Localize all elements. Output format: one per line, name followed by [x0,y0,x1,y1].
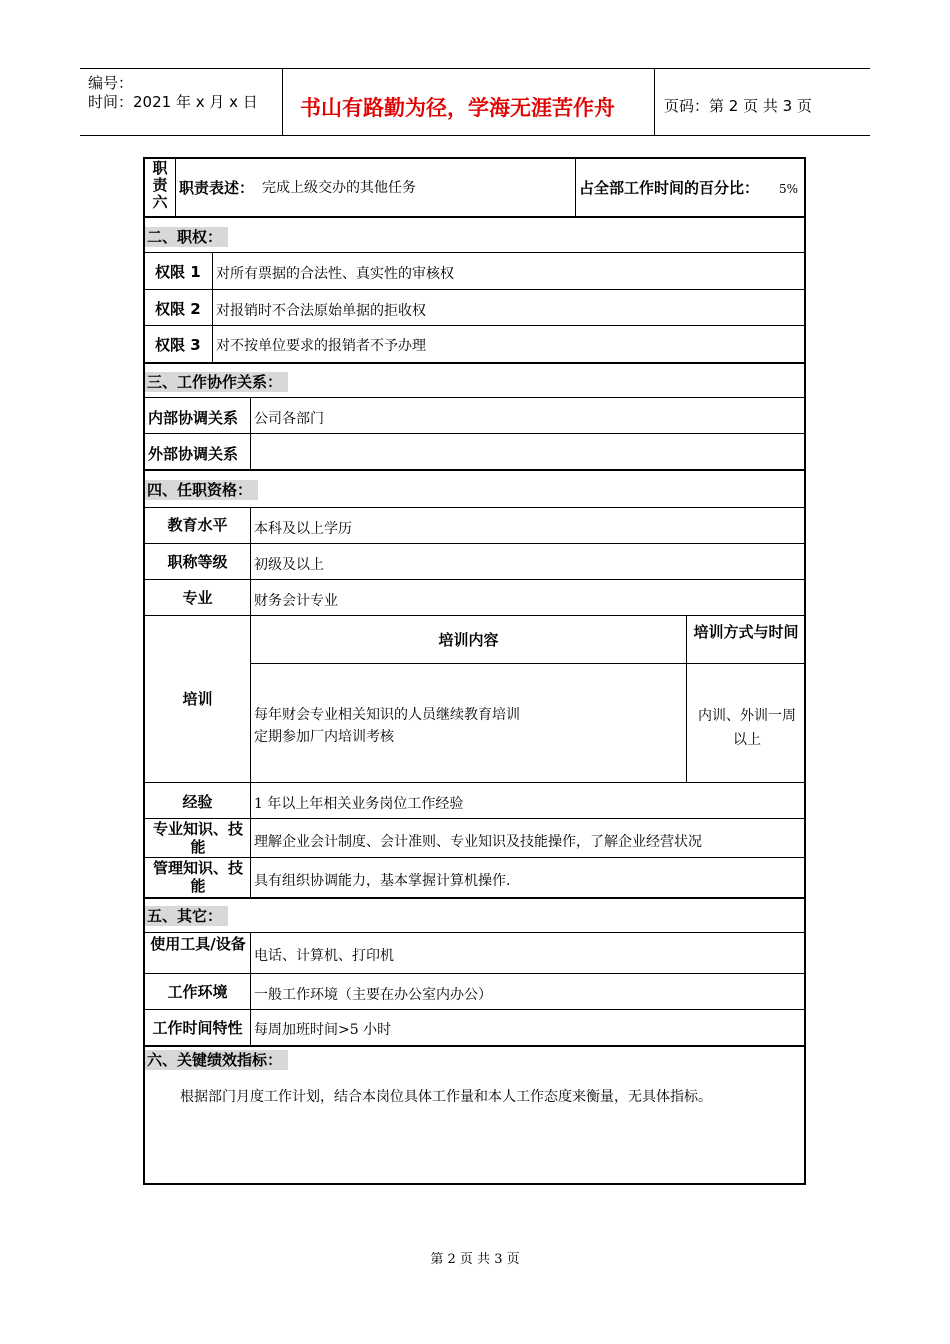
tools-label: 使用工具/设备 [150,935,246,953]
training-content-header: 培训内容 [438,631,499,649]
col-divider [250,397,251,469]
education-label: 教育水平 [167,516,228,534]
page-indicator: 页码：第 2 页 共 3 页 [664,97,812,115]
col-divider [575,159,576,216]
duty-pct-label: 占全部工作时间的百分比： [579,179,760,197]
section-others-heading: 五、其它： [145,906,228,926]
training-method-header: 培训方式与时间 [693,623,799,641]
row-divider [145,469,804,471]
row-divider [145,973,804,974]
col-divider [686,615,687,782]
major-value: 财务会计专业 [254,593,338,609]
authority-label: 权限 1 [155,263,201,281]
experience-label: 经验 [182,793,213,811]
section-authority-heading: 二、职权： [145,227,228,247]
relation-label: 内部协调关系 [148,409,239,427]
relation-label: 外部协调关系 [148,445,239,463]
col-divider [250,932,251,1045]
row-divider [145,325,804,326]
col-divider [212,252,213,362]
mgmt-skill-value: 具有组织协调能力，基本掌握计算机操作. [254,873,511,889]
kpi-text: 根据部门月度工作计划，结合本岗位具体工作量和本人工作态度来衡量，无具体指标。 [180,1089,712,1105]
header-top-rule [80,68,870,69]
pro-skill-label: 专业知识、技能 [152,820,243,856]
training-content-line: 定期参加厂内培训考核 [254,729,394,745]
worktime-value: 每周加班时间>5 小时 [254,1022,392,1038]
row-divider [145,782,804,783]
authority-value: 对所有票据的合法性、真实性的审核权 [216,266,454,282]
authority-label: 权限 3 [155,336,201,354]
authority-value: 对报销时不合法原始单据的拒收权 [216,303,426,319]
major-label: 专业 [182,589,213,607]
relation-value: 公司各部门 [254,411,324,427]
row-divider [145,362,804,364]
header-bottom-rule [80,135,870,136]
duty-pct-value: 5% [779,182,799,196]
row-divider [250,663,804,664]
doc-time-label: 时间：2021 年 x 月 x 日 [88,93,258,111]
row-divider [145,433,804,434]
header-motto: 书山有路勤为径，学海无涯苦作舟 [300,96,615,120]
section-qualifications-heading: 四、任职资格： [145,480,258,500]
header-divider [282,69,283,135]
row-divider [145,397,804,398]
row-divider [145,818,804,819]
experience-value: 1 年以上年相关业务岗位工作经验 [254,796,464,812]
mgmt-skill-label: 管理知识、技能 [152,859,243,895]
page-footer: 第 2 页 共 3 页 [430,1252,520,1267]
row-divider [145,507,804,508]
row-divider [145,289,804,290]
duty-desc-label: 职责表述： [179,179,255,197]
row-divider [145,1045,804,1047]
training-method-value: 内训、外训一周以上 [698,708,796,748]
row-divider [145,1009,804,1010]
row-divider [145,252,804,253]
header-divider [654,69,655,135]
title-grade-value: 初级及以上 [254,557,324,573]
job-description-table [143,157,806,1185]
authority-value: 对不按单位要求的报销者不予办理 [216,338,426,354]
education-value: 本科及以上学历 [254,521,352,537]
duty-row-label: 职责六 [152,159,168,211]
authority-label: 权限 2 [155,300,201,318]
environment-label: 工作环境 [167,983,228,1001]
row-divider [145,216,804,218]
doc-number-label: 编号： [88,74,134,92]
environment-value: 一般工作环境（主要在办公室内办公） [254,987,492,1003]
col-divider [250,507,251,897]
col-divider [175,159,176,216]
row-divider [145,615,804,616]
row-divider [145,897,804,899]
section-kpi-heading: 六、关键绩效指标： [145,1050,288,1070]
section-relations-heading: 三、工作协作关系： [145,372,288,392]
pro-skill-value: 理解企业会计制度、会计准则、专业知识及技能操作，了解企业经营状况 [254,834,702,850]
row-divider [145,857,804,858]
row-divider [145,579,804,580]
training-label: 培训 [182,690,213,708]
worktime-label: 工作时间特性 [152,1019,243,1037]
row-divider [145,932,804,933]
training-content-line: 每年财会专业相关知识的人员继续教育培训 [254,707,520,723]
tools-value: 电话、计算机、打印机 [254,948,394,964]
row-divider [145,543,804,544]
title-grade-label: 职称等级 [167,553,228,571]
duty-desc-value: 完成上级交办的其他任务 [262,180,416,196]
